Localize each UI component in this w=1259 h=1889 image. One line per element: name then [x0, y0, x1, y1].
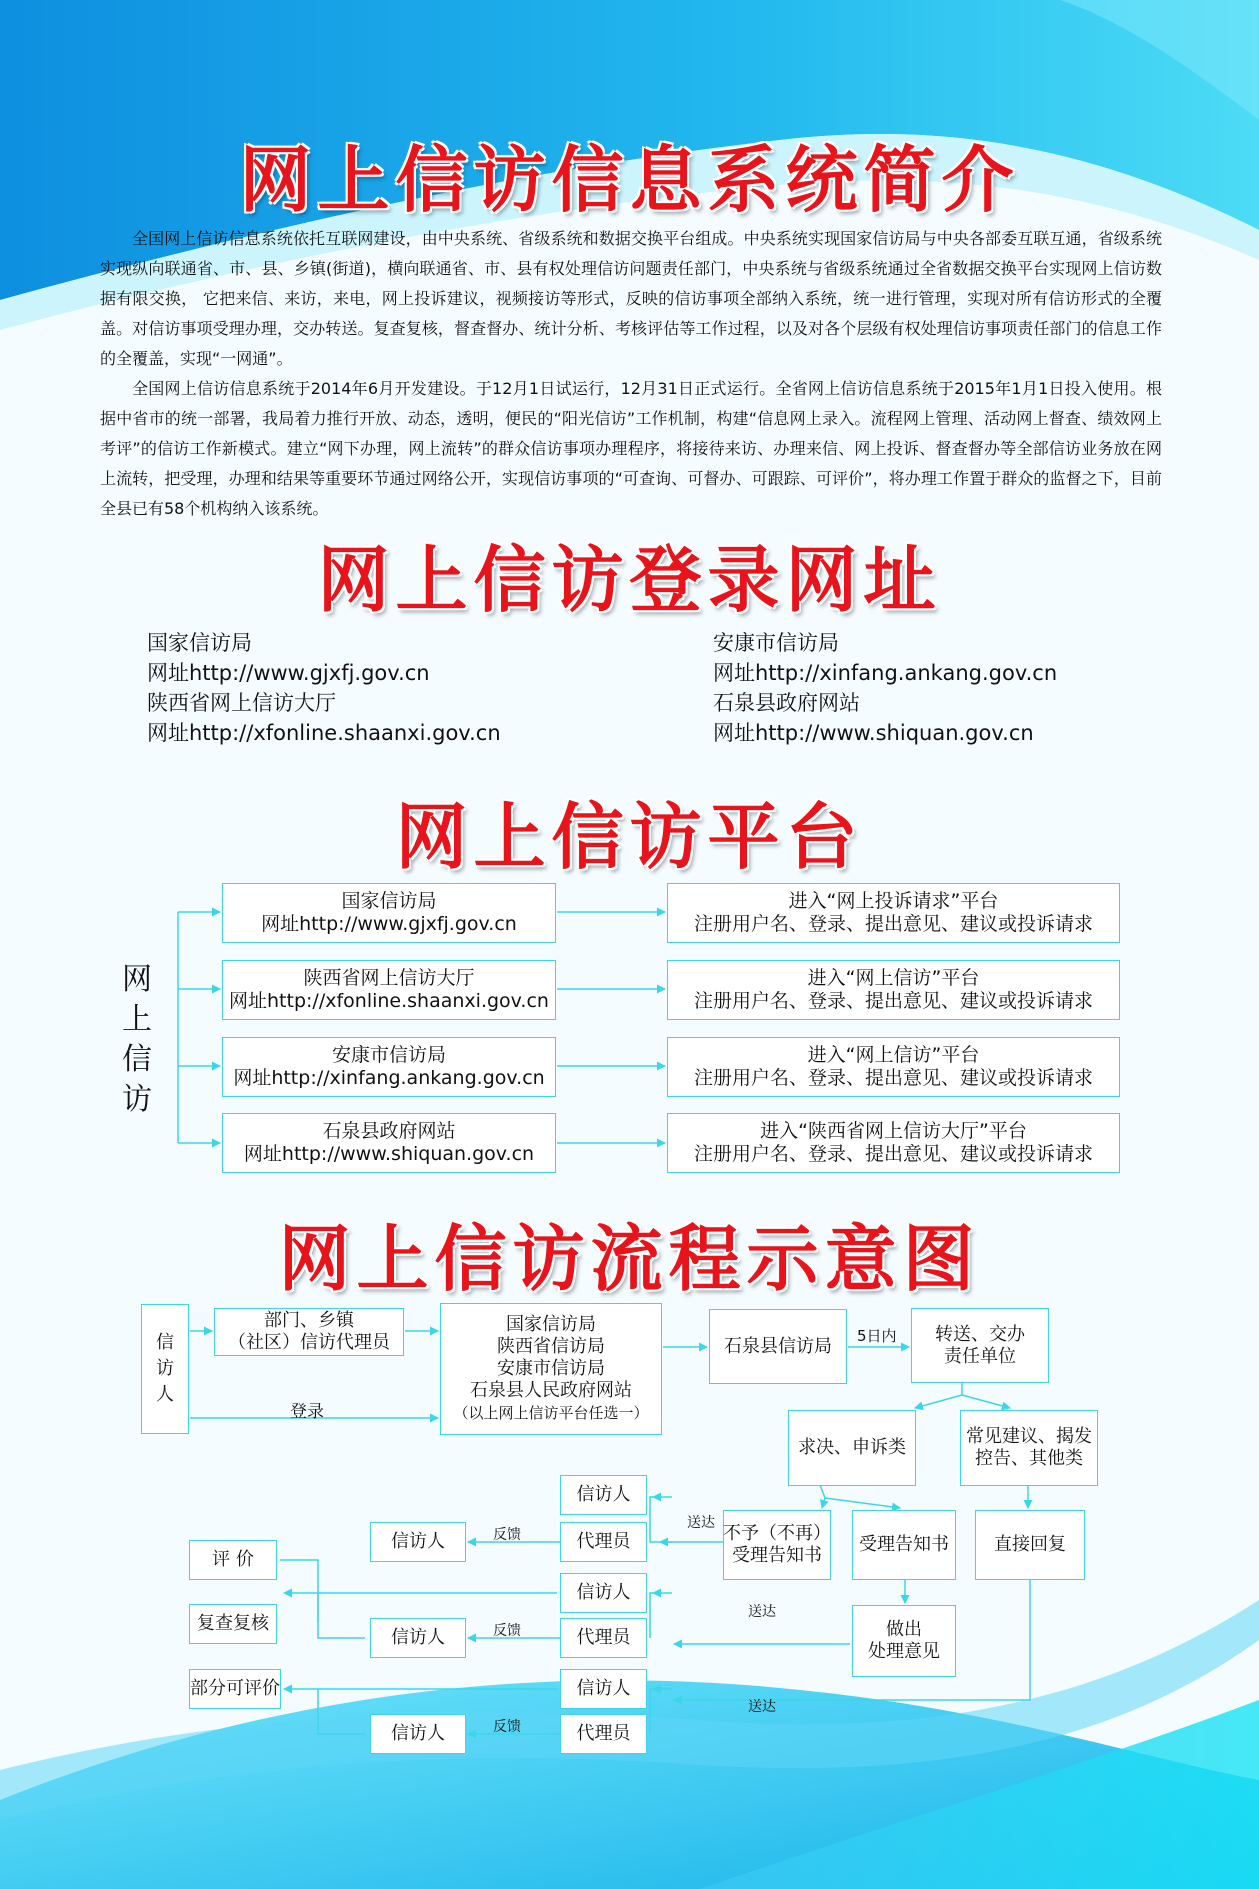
flow-title: 网上信访流程示意图 — [278, 1217, 981, 1301]
flow-text: 信访人 — [576, 1484, 631, 1505]
flow-petitioner-box — [370, 1522, 466, 1562]
intro-paragraph: 全国网上信访信息系统依托互联网建设，由中央系统、省级系统和数据交换平台组成。中央系统实现国家信访局与中央各部委互联互通，省级系统实现纵向联通省、市、县、乡镇(街道)，横向联通省、市、县有权处理信访问题责任部门，中央系统与省级系统通过全省数据交换平台实现网上信访数据有限交换， 它把来信、来访，来电，网上投诉建议，视频接访等形式，反映的信访事项全部纳入系统，统一进行管理，实现对所有信访形式的全覆盖。对信访事项受理办理，交办转送。复查复核，督查督办、统计分析、考核评估等工作过程，以及对各个层级有权处理信访事项责任部门的信息工作的全覆盖，实现“一网通”。 — [100, 229, 1162, 368]
flow-county — [709, 1309, 847, 1384]
entry-action: 注册用户名、登录、提出意见、建议或投诉请求 — [693, 1067, 1093, 1089]
entry-action: 注册用户名、登录、提出意见、建议或投诉请求 — [693, 913, 1093, 935]
flow-char: 信 — [156, 1332, 174, 1353]
flow-text: 评 价 — [212, 1549, 254, 1570]
flow-petitioner-box — [370, 1618, 466, 1658]
flow-review — [189, 1604, 277, 1644]
entry-label: 进入“网上投诉请求”平台 — [788, 890, 999, 912]
platform-site-box[interactable] — [222, 1113, 556, 1173]
intro-paragraph: 全国网上信访信息系统于2014年6月开发建设。于12月1日试运行，12月31日正式运行。全省网上信访信息系统于2015年1月1日投入使用。根据中省市的统一部署，我局着力推行开放、动态，透明，便民的“阳光信访”工作机制，构建“信息网上录入。流程网上管理、活动网上督查、绩效网上考评”的信访工作新模式。建立“网下办理，网上流转”的群众信访事项办理程序，将接待来访、办理来信、网上投诉、督查督办等全部信访业务放在网上流转，把受理，办理和结果等重要环节通过网络公开，实现信访事项的“可查询、可督办、可跟踪、可评价”，将办理工作置于群众的监督之下，目前全县已有58个机构纳入该系统。 — [100, 379, 1162, 518]
flow-text: 信访人 — [576, 1678, 631, 1699]
flow-text: 责任单位 — [944, 1345, 1016, 1367]
site-url: 网址http://www.gjxfj.gov.cn — [261, 913, 517, 935]
flow-text: 求决、申诉类 — [798, 1437, 906, 1458]
site-name: 国家信访局 — [341, 890, 437, 912]
platform-vertical-char: 上 — [122, 1002, 152, 1037]
flow-text: 代理员 — [576, 1627, 631, 1648]
platform-vertical-char: 网 — [122, 962, 152, 997]
platform-site-box[interactable] — [222, 960, 556, 1020]
site-name: 安康市信访局 — [331, 1044, 446, 1066]
site-name: 石泉县政府网站 — [322, 1120, 456, 1142]
within-days-label: 5日内 — [857, 1327, 897, 1345]
entry-label: 进入“陕西省网上信访大厅”平台 — [760, 1120, 1027, 1142]
url-link[interactable]: 网址http://xfonline.shaanxi.gov.cn — [147, 721, 501, 745]
feedback-label: 反馈 — [493, 1719, 521, 1735]
flow-char: 人 — [156, 1384, 174, 1405]
platform-entry-box — [667, 883, 1120, 943]
flow-agent-box — [560, 1618, 647, 1658]
entry-action: 注册用户名、登录、提出意见、建议或投诉请求 — [693, 1143, 1093, 1165]
flow-text: 信访人 — [576, 1582, 631, 1603]
url-link[interactable]: 网址http://xinfang.ankang.gov.cn — [713, 661, 1058, 685]
flow-agent-box — [560, 1522, 647, 1562]
flow-text: 受理告知书 — [859, 1534, 949, 1555]
flow-text: 信访人 — [391, 1531, 445, 1552]
site-url: 网址http://www.shiquan.gov.cn — [243, 1143, 535, 1165]
deliver-label: 送达 — [748, 1699, 776, 1715]
flow-agent — [214, 1308, 404, 1356]
flow-text: 安康市信访局 — [497, 1358, 605, 1379]
platform-vertical-char: 信 — [122, 1042, 152, 1077]
flow-partial-evaluate — [189, 1669, 281, 1709]
url-name: 陕西省网上信访大厅 — [147, 691, 336, 715]
platform-site-box[interactable] — [222, 883, 556, 943]
flow-text: 部分可评价 — [190, 1678, 280, 1699]
flow-text: 复查复核 — [197, 1613, 269, 1634]
flow-text: 做出 — [886, 1619, 922, 1640]
flow-petitioner-box — [560, 1573, 647, 1613]
flow-text: 代理员 — [576, 1531, 631, 1552]
flow-text: 不予（不再） — [723, 1523, 831, 1544]
flow-text: 陕西省信访局 — [497, 1336, 605, 1357]
flow-petitioner — [141, 1304, 189, 1434]
url-link[interactable]: 网址http://www.shiquan.gov.cn — [713, 721, 1034, 745]
platform-entry-box — [667, 1037, 1120, 1097]
platform-entry-box — [667, 1113, 1120, 1173]
login-label: 登录 — [290, 1402, 324, 1422]
flow-accept-notice — [852, 1510, 956, 1580]
flow-claims — [788, 1410, 916, 1486]
site-url: 网址http://xinfang.ankang.gov.cn — [233, 1067, 545, 1089]
login-title: 网上信访登录网址 — [317, 538, 942, 622]
flow-note: （以上网上信访平台任选一） — [453, 1404, 649, 1422]
flow-text: 处理意见 — [868, 1641, 940, 1662]
intro-title: 网上信访信息系统简介 — [239, 138, 1020, 222]
flow-text: 受理告知书 — [732, 1545, 822, 1566]
flow-text: 代理员 — [576, 1723, 631, 1744]
flow-text: 石泉县人民政府网站 — [470, 1380, 632, 1401]
platform-entry-box — [667, 960, 1120, 1020]
flow-text: 信访人 — [391, 1627, 445, 1648]
feedback-label: 反馈 — [493, 1527, 521, 1543]
flow-petitioner-box — [370, 1714, 466, 1754]
url-name: 安康市信访局 — [713, 631, 839, 655]
site-name: 陕西省网上信访大厅 — [303, 967, 475, 989]
feedback-label: 反馈 — [493, 1623, 521, 1639]
flow-text: 常见建议、揭发 — [966, 1426, 1092, 1447]
deliver-label: 送达 — [748, 1604, 776, 1620]
flow-transfer — [911, 1308, 1049, 1383]
flow-text: 信访人 — [391, 1723, 445, 1744]
flow-petitioner-box — [560, 1669, 647, 1709]
entry-label: 进入“网上信访”平台 — [807, 967, 980, 989]
flow-text: 转送、交办 — [935, 1323, 1025, 1345]
flow-text: 直接回复 — [994, 1534, 1066, 1555]
url-link[interactable]: 网址http://www.gjxfj.gov.cn — [147, 661, 430, 685]
flow-suggestions — [960, 1410, 1098, 1486]
platform-vertical-label — [117, 960, 157, 1120]
flow-text: 控告、其他类 — [975, 1448, 1083, 1469]
flow-agent-box — [560, 1714, 647, 1754]
flow-agencies — [440, 1303, 662, 1435]
platform-vertical-char: 访 — [122, 1082, 152, 1117]
flow-text: 国家信访局 — [506, 1314, 596, 1335]
platform-site-box[interactable] — [222, 1037, 556, 1097]
flow-opinion — [852, 1605, 956, 1677]
flow-direct-reply — [975, 1510, 1085, 1580]
url-name: 国家信访局 — [147, 631, 252, 655]
flow-text: （社区）信访代理员 — [228, 1332, 390, 1353]
flow-reject-notice — [723, 1510, 831, 1580]
url-name: 石泉县政府网站 — [713, 691, 860, 715]
deliver-label: 送达 — [687, 1515, 715, 1531]
entry-label: 进入“网上信访”平台 — [807, 1044, 980, 1066]
platform-title: 网上信访平台 — [395, 795, 864, 879]
flow-text: 石泉县信访局 — [724, 1335, 832, 1357]
flow-char: 访 — [156, 1358, 174, 1379]
flow-text: 部门、乡镇 — [264, 1310, 354, 1331]
entry-action: 注册用户名、登录、提出意见、建议或投诉请求 — [693, 990, 1093, 1012]
site-url: 网址http://xfonline.shaanxi.gov.cn — [229, 990, 549, 1012]
flow-petitioner-box — [560, 1475, 647, 1515]
flow-evaluate — [189, 1540, 277, 1580]
